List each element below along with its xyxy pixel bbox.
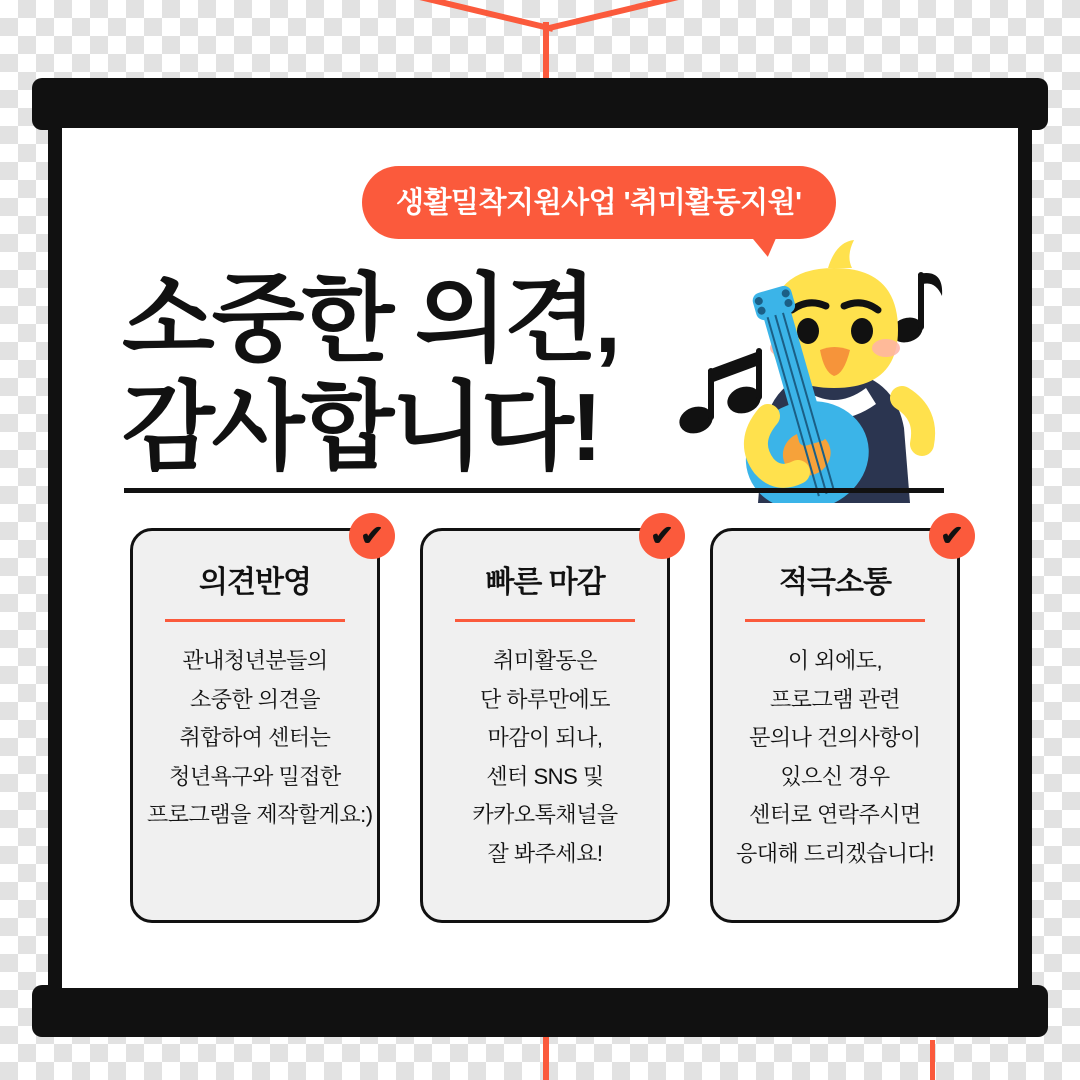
hanger-string-center — [543, 22, 549, 82]
hanger-string-left — [331, 0, 554, 32]
pull-cord-bottom — [543, 1030, 549, 1080]
info-card-row — [130, 520, 964, 923]
info-card-3-line-4: 있으신 경우 — [780, 763, 890, 789]
poster-board — [62, 128, 1018, 988]
info-card-1-line-2: 소중한 의견을 — [189, 686, 321, 712]
info-card-2-body — [437, 642, 653, 873]
info-card-2-line-5: 카카오톡채널을 — [472, 802, 618, 827]
info-card-1-line-4: 청년욕구와 밀접한 — [169, 763, 341, 789]
page-title-line-1: 소중한 의견, — [122, 266, 619, 373]
info-card-3-line-6: 응대해 드리겠습니다! — [736, 840, 934, 866]
info-card-2-line-2: 단 하루만에도 — [479, 686, 611, 712]
info-card-1-body — [147, 642, 373, 835]
info-card-2-line-6: 잘 봐주세요! — [487, 840, 603, 866]
info-card-3-line-2: 프로그램 관련 — [769, 686, 901, 712]
info-card-2-line-3: 마감이 되나, — [487, 725, 603, 750]
info-card-3-rule — [745, 619, 925, 622]
info-card-3-line-1: 이 외에도, — [787, 648, 883, 673]
info-card-3 — [710, 520, 964, 923]
check-icon: ✔ — [929, 513, 975, 559]
info-card-3-line-3: 문의나 건의사항이 — [749, 725, 921, 750]
info-card-2-title: 빠른 마감 — [485, 566, 605, 599]
chick-guitar-illustration — [652, 238, 1012, 503]
info-card-3-body — [727, 642, 943, 873]
check-icon: ✔ — [349, 513, 395, 559]
hanger-string-right — [544, 0, 767, 32]
poster-frame-left — [48, 125, 62, 991]
program-tag-label: 생활밀착지원사업 '취미활동지원' — [396, 187, 802, 219]
info-card-1-rule — [165, 619, 345, 622]
info-card-1-line-5: 프로그램을 제작할게요:) — [147, 802, 373, 827]
info-card-1-title: 의견반영 — [199, 566, 311, 599]
page-title — [122, 266, 618, 481]
info-card-2 — [420, 520, 674, 923]
cord-corner-right — [930, 1040, 935, 1080]
info-card-2-line-1: 취미활동은 — [493, 648, 597, 673]
info-card-1 — [130, 520, 384, 923]
page-title-line-2: 감사합니다! — [122, 373, 600, 481]
info-card-2-line-4: 센터 SNS 및 — [486, 763, 604, 789]
info-card-3-title: 적극소통 — [779, 566, 891, 599]
info-card-1-line-1: 관내청년분들의 — [182, 648, 328, 673]
info-card-1-line-3: 취합하여 센터는 — [179, 725, 331, 750]
info-card-3-line-5: 센터로 연락주시면 — [749, 802, 921, 827]
roller-bar-top — [32, 78, 1048, 130]
check-icon: ✔ — [639, 513, 685, 559]
program-tag-bubble — [362, 166, 836, 239]
poster-frame-right — [1018, 125, 1032, 991]
program-tag — [362, 166, 836, 239]
info-card-2-rule — [455, 619, 635, 622]
roller-bar-bottom — [32, 985, 1048, 1037]
title-divider — [124, 488, 944, 493]
